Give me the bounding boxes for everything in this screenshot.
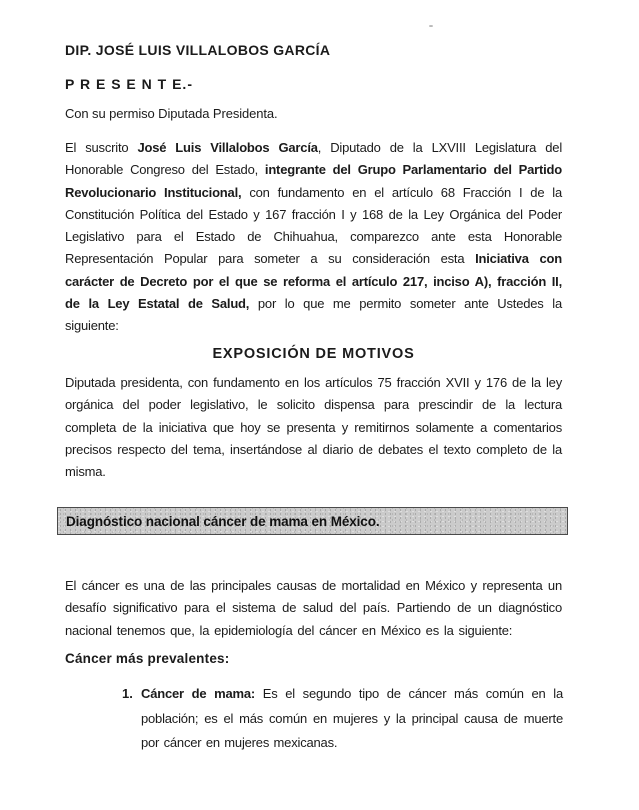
intro-seg-7: por lo que me permito someter ante Ustedes la siguiente: <box>65 296 562 334</box>
section-title-label: Diagnóstico nacional cáncer de mama en México. <box>66 513 380 529</box>
intro-initiative-title: Iniciativa con carácter de Decreto por el que se reforma el artículo 217, inciso A), fracción II, de la Ley Estatal de Salud, <box>65 251 562 312</box>
recipient-line: DIP. JOSÉ LUIS VILLALOBOS GARCÍA <box>65 42 331 58</box>
diagnosis-paragraph: El cáncer es una de las principales causas de mortalidad en México y representa un desafío significativo para el sistema de salud del país. Partiendo de un diagnóstico nacional tenemos que, la epidemiología del cáncer en México es la siguiente: <box>65 578 562 638</box>
list-item <box>122 682 563 756</box>
motives-heading: EXPOSICIÓN DE MOTIVOS <box>212 346 415 362</box>
intro-seg-3: , Diputado de la LXVIII Legislatura del Honorable Congreso del Estado, <box>65 140 563 178</box>
list-item-lead: Cáncer de mama: <box>141 686 255 701</box>
scan-artifact <box>429 25 433 27</box>
intro-author-name: José Luis Villalobos García <box>137 140 318 155</box>
list-item-number: 1. <box>122 686 133 701</box>
intro-seg-1: El suscrito <box>65 140 138 155</box>
greeting-line: Con su permiso Diputada Presidenta. <box>65 106 278 121</box>
intro-paragraph <box>65 137 562 338</box>
dispensa-paragraph: Diputada presidenta, con fundamento en los artículos 75 fracción XVII y 176 de la ley orgánica del poder legislativo, le solicito dispensa para prescindir de la lectura completa de la iniciativa que hoy se presenta y remitirnos solamente a comentarios precisos respecto del tema, insertándose al diario de debates el texto completo de la misma. <box>65 375 562 480</box>
presente-line: P R E S E N T E.- <box>65 76 193 92</box>
list-item-text: Es el segundo tipo de cáncer más común en la población; es el más común en mujeres y la principal causa de muerte por cáncer en mujeres mexicanas. <box>141 686 563 750</box>
prevalence-heading: Cáncer más prevalentes: <box>65 651 230 666</box>
intro-party-affiliation: integrante del Grupo Parlamentario del Partido Revolucionario Institucional, <box>65 162 562 200</box>
list-item-body <box>141 682 563 756</box>
intro-seg-5: con fundamento en el artículo 68 Fracción I de la Constitución Política del Estado y 167 fracción I y 168 de la Ley Orgánica del Poder Legislativo para el Estado de Chihuahua, comparezco ante esta Honorable Representación Popular para someter a su consideración esta <box>65 184 562 267</box>
section-title-box <box>57 507 568 535</box>
